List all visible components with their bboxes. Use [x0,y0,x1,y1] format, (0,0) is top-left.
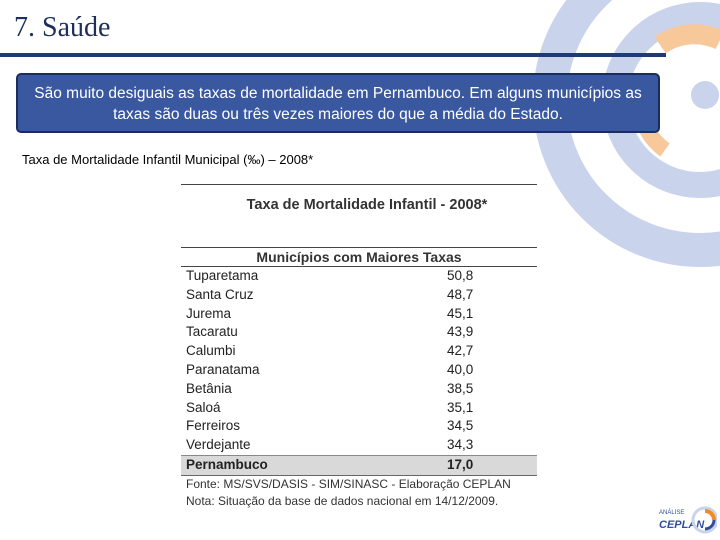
mortality-rate: 50,8 [447,268,474,283]
municipality-name: Saloá [186,399,221,415]
mortality-rate: 45,1 [447,305,474,321]
municipality-name: Tacaratu [186,324,238,340]
logo-tagline: ANÁLISE [659,510,685,516]
ceplan-logo [655,505,717,535]
table-row [181,342,537,361]
mortality-rate: 43,9 [447,324,474,340]
mortality-rate: 48,7 [447,286,474,302]
table-row [181,436,537,455]
table-row [181,267,537,286]
source-note: Fonte: MS/SVS/DASIS - SIM/SINASC - Elaboração CEPLAN [186,476,511,491]
table-row [181,399,537,418]
table-caption: Taxa de Mortalidade Infantil Municipal (‰) – 2008* [22,152,314,167]
mortality-rate: 40,0 [447,361,474,377]
table-row [181,380,537,399]
municipality-name: Jurema [186,305,232,321]
logo-mark-icon [689,505,717,535]
state-total-row [181,455,537,476]
title-divider [0,53,666,57]
municipality-name: Santa Cruz [186,286,254,302]
data-note: Nota: Situação da base de dados nacional em 14/12/2009. [186,494,499,509]
mortality-table [181,184,537,511]
summary-callout: São muito desiguais as taxas de mortalidade em Pernambuco. Em alguns municípios as taxas são duas ou três vezes maiores do que a média do Estado. [16,73,660,133]
mortality-rate: 34,5 [447,418,474,434]
state-rate: 17,0 [447,456,474,472]
table-title: Taxa de Mortalidade Infantil - 2008* [246,197,488,213]
municipality-name: Betânia [186,380,232,396]
municipality-name: Verdejante [186,437,251,453]
mortality-rate: 42,7 [447,343,474,359]
municipality-name: Ferreiros [186,418,241,434]
slide-title: 7. Saúde [14,12,111,43]
table-row [181,323,537,342]
mortality-rate: 34,3 [447,437,474,453]
mortality-rate: 38,5 [447,380,474,396]
table-row [181,286,537,305]
table-row [181,305,537,324]
municipality-name: Paranatama [186,361,260,377]
mortality-rate: 35,1 [447,399,474,415]
logo-text: CEPLAN [659,519,705,531]
state-name: Pernambuco [186,456,268,472]
table-header: Municípios com Maiores Taxas [256,249,462,265]
municipality-name: Calumbi [186,343,236,359]
municipality-name: Tuparetama [186,268,259,283]
table-row [181,361,537,380]
table-row [181,417,537,436]
